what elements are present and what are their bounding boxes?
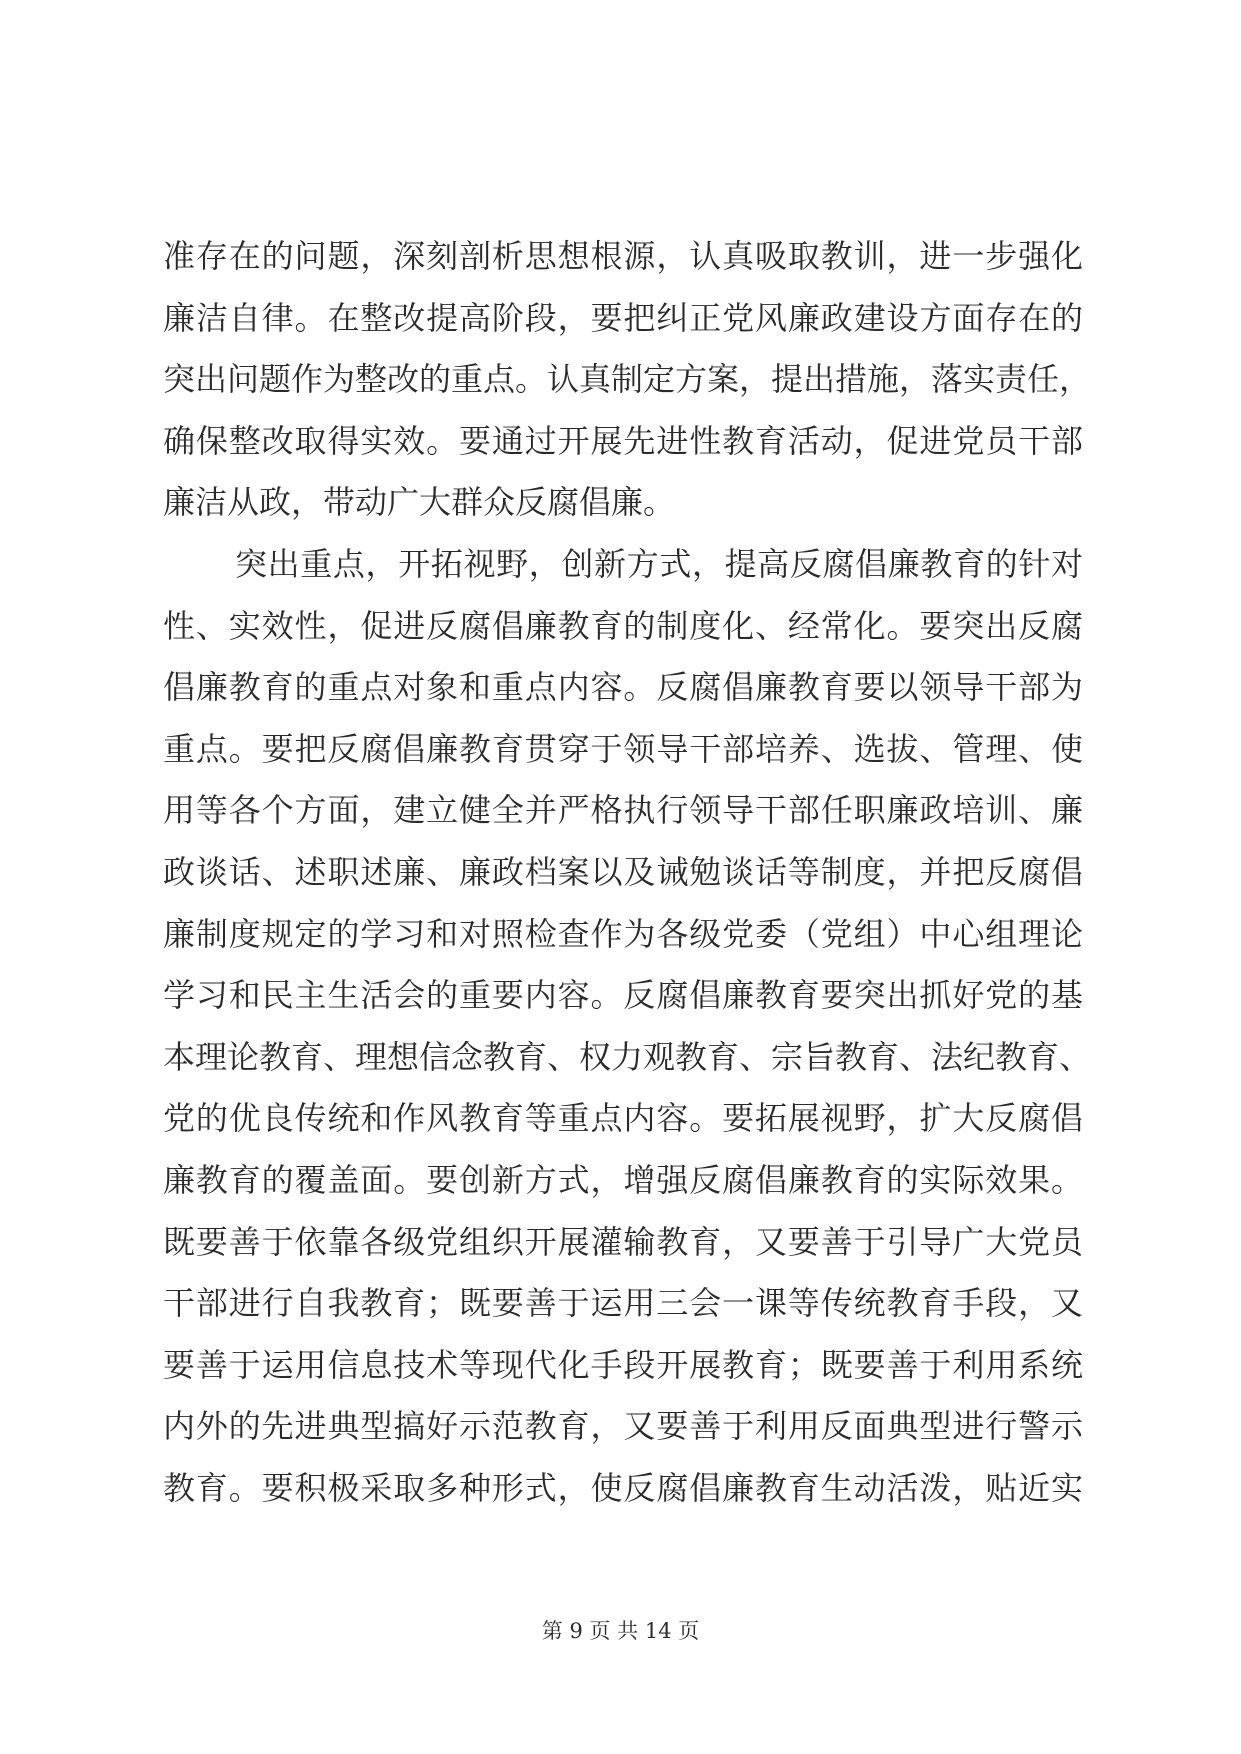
text-line: 确保整改取得实效。要通过开展先进性教育活动，促进党员干部	[163, 421, 1083, 460]
text-line: 干部进行自我教育；既要善于运用三会一课等传统教育手段，又	[163, 1284, 1083, 1323]
text-line: 准存在的问题，深刻剖析思想根源，认真吸取教训，进一步强化	[163, 237, 1083, 275]
text-line: 突出问题作为整改的重点。认真制定方案，提出措施，落实责任，	[163, 360, 1092, 399]
text-line: 党的优良传统和作风教育等重点内容。要拓展视野，扩大反腐倡	[163, 1099, 1083, 1138]
text-line: 学习和民主生活会的重要内容。反腐倡廉教育要突出抓好党的基	[163, 976, 1083, 1015]
text-line: 廉洁从政，带动广大群众反腐倡廉。	[163, 483, 676, 522]
text-line: 本理论教育、理想信念教育、权力观教育、宗旨教育、法纪教育、	[163, 1037, 1092, 1076]
text-line: 内外的先进典型搞好示范教育，又要善于利用反面典型进行警示	[163, 1407, 1083, 1446]
text-line: 既要善于依靠各级党组织开展灌输教育，又要善于引导广大党员	[163, 1222, 1083, 1261]
text-line: 要善于运用信息技术等现代化手段开展教育；既要善于利用系统	[163, 1345, 1083, 1384]
page-footer: 第 9 页 共 14 页	[541, 1619, 700, 1643]
text-line: 廉洁自律。在整改提高阶段，要把纠正党风廉政建设方面存在的	[163, 298, 1083, 337]
text-line: 政谈话、述职述廉、廉政档案以及诫勉谈话等制度，并把反腐倡	[163, 852, 1083, 891]
text-line: 廉教育的覆盖面。要创新方式，增强反腐倡廉教育的实际效果。	[163, 1160, 1083, 1199]
text-line: 教育。要积极采取多种形式，使反腐倡廉教育生动活泼，贴近实	[163, 1468, 1083, 1507]
text-line: 突出重点，开拓视野，创新方式，提高反腐倡廉教育的针对	[235, 544, 1083, 583]
text-line: 倡廉教育的重点对象和重点内容。反腐倡廉教育要以领导干部为	[163, 668, 1083, 707]
text-line: 性、实效性，促进反腐倡廉教育的制度化、经常化。要突出反腐	[163, 606, 1083, 645]
text-line: 用等各个方面，建立健全并严格执行领导干部任职廉政培训、廉	[163, 791, 1083, 830]
text-line: 重点。要把反腐倡廉教育贯穿于领导干部培养、选拔、管理、使	[163, 729, 1083, 768]
body-text	[163, 226, 1092, 1519]
text-line: 廉制度规定的学习和对照检查作为各级党委（党组）中心组理论	[163, 914, 1083, 953]
